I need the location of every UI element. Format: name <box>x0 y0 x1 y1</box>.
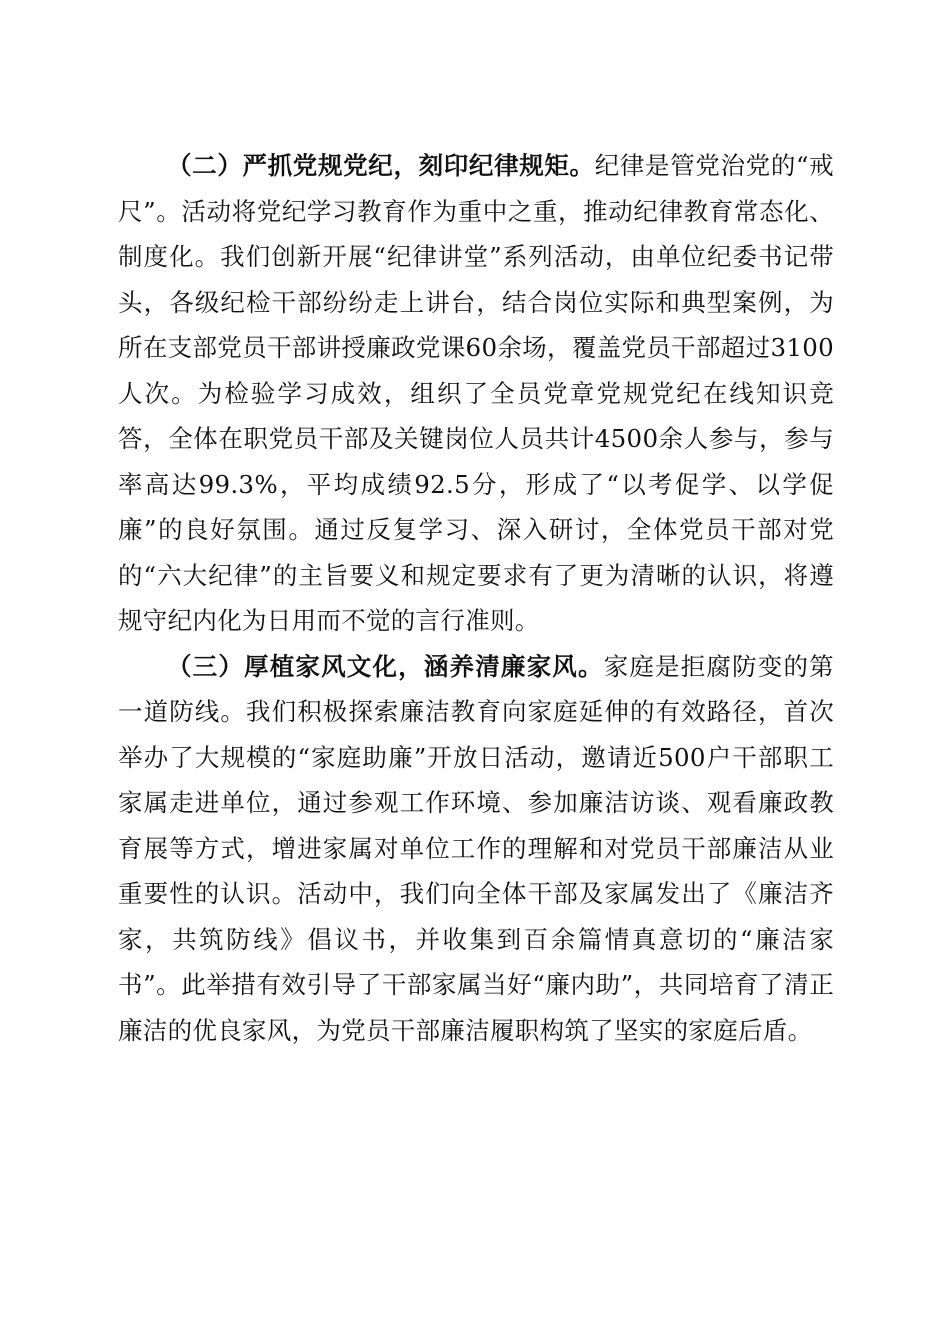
paragraph-heading: （二）严抓党规党纪，刻印纪律规矩。 <box>167 151 595 180</box>
document-body <box>118 143 834 1053</box>
paragraph-text: 纪律是管党治党的“戒尺”。活动将党纪学习教育作为重中之重，推动纪律教育常态化、制度化。我们创新开展“纪律讲堂”系列活动，由单位纪委书记带头，各级纪检干部纷纷走上讲台，结合岗位实际和典型案例，为所在支部党员干部讲授廉政党课60余场，覆盖党员干部超过3100人次。为检验学习成效，组织了全员党章党规党纪在线知识竞答，全体在职党员干部及关键岗位人员共计4500余人参与，参与率高达99.3%，平均成绩92.5分，形成了“以考促学、以学促廉”的良好氛围。通过反复学习、深入研讨，全体党员干部对党的“六大纪律”的主旨要义和规定要求有了更为清晰的认识，将遵规守纪内化为日用而不觉的言行准则。 <box>118 151 835 635</box>
paragraph-text: 家庭是拒腐防变的第一道防线。我们积极探索廉洁教育向家庭延伸的有效路径，首次举办了大规模的“家庭助廉”开放日活动，邀请近500户干部职工家属走进单位，通过参观工作环境、参加廉洁访谈、观看廉政教育展等方式，增进家属对单位工作的理解和对党员干部廉洁从业重要性的认识。活动中，我们向全体干部及家属发出了《廉洁齐家，共筑防线》倡议书，并收集到百余篇情真意切的“廉洁家书”。此举措有效引导了干部家属当好“廉内助”，共同培育了清正廉洁的优良家风，为党员干部廉洁履职构筑了坚实的家庭后盾。 <box>118 651 834 1045</box>
paragraph-family-culture <box>118 644 834 1054</box>
paragraph-discipline <box>118 143 834 644</box>
paragraph-heading: （三）厚植家风文化，涵养清廉家风。 <box>167 651 604 681</box>
